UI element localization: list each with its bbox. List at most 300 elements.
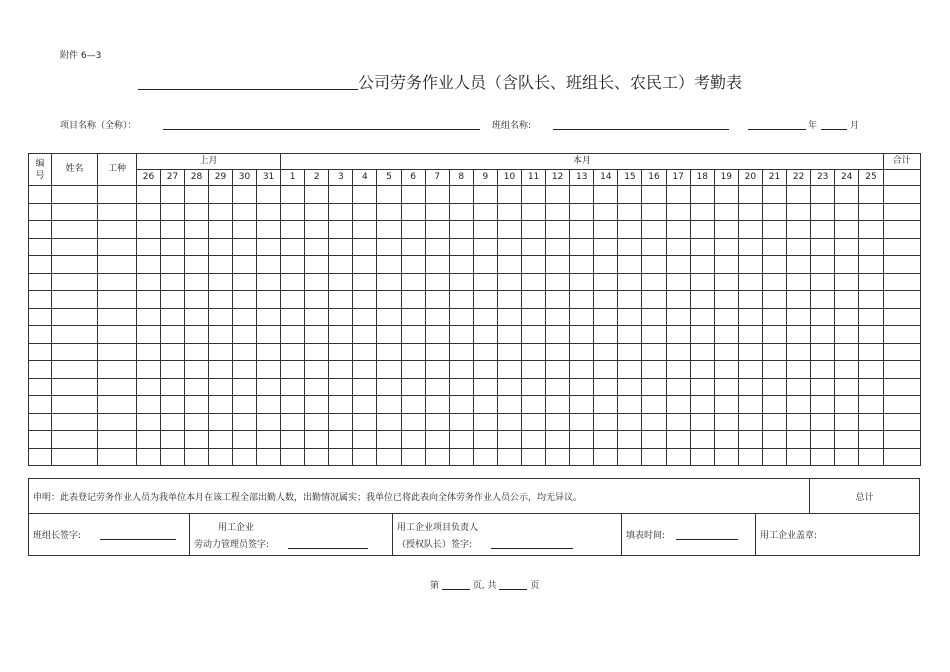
attendance-cell[interactable] xyxy=(329,448,353,466)
labor-admin-sign-cell[interactable] xyxy=(190,514,393,556)
attendance-cell[interactable] xyxy=(811,256,835,274)
attendance-cell[interactable] xyxy=(29,448,52,466)
attendance-cell[interactable] xyxy=(859,431,883,449)
project-manager-sign-cell[interactable] xyxy=(393,514,622,556)
attendance-cell[interactable] xyxy=(497,431,521,449)
attendance-cell[interactable] xyxy=(209,431,233,449)
attendance-cell[interactable] xyxy=(546,431,570,449)
attendance-cell[interactable] xyxy=(209,291,233,309)
attendance-cell[interactable] xyxy=(811,186,835,204)
attendance-cell[interactable] xyxy=(594,291,618,309)
attendance-cell[interactable] xyxy=(29,186,52,204)
attendance-cell[interactable] xyxy=(449,413,473,431)
attendance-cell[interactable] xyxy=(642,413,666,431)
attendance-cell[interactable] xyxy=(618,308,642,326)
attendance-cell[interactable] xyxy=(233,238,257,256)
attendance-cell[interactable] xyxy=(185,361,209,379)
attendance-cell[interactable] xyxy=(762,308,786,326)
attendance-cell[interactable] xyxy=(546,326,570,344)
attendance-cell[interactable] xyxy=(209,396,233,414)
attendance-cell[interactable] xyxy=(570,291,594,309)
attendance-cell[interactable] xyxy=(497,203,521,221)
attendance-cell[interactable] xyxy=(377,221,401,239)
attendance-cell[interactable] xyxy=(738,203,762,221)
attendance-cell[interactable] xyxy=(161,431,185,449)
attendance-cell[interactable] xyxy=(594,273,618,291)
attendance-cell[interactable] xyxy=(594,361,618,379)
attendance-cell[interactable] xyxy=(642,326,666,344)
attendance-cell[interactable] xyxy=(137,326,161,344)
attendance-cell[interactable] xyxy=(257,186,281,204)
attendance-cell[interactable] xyxy=(835,221,859,239)
attendance-cell[interactable] xyxy=(570,273,594,291)
attendance-cell[interactable] xyxy=(281,361,305,379)
attendance-cell[interactable] xyxy=(353,238,377,256)
attendance-cell[interactable] xyxy=(787,378,811,396)
attendance-cell[interactable] xyxy=(618,431,642,449)
attendance-cell[interactable] xyxy=(883,256,920,274)
attendance-cell[interactable] xyxy=(473,273,497,291)
attendance-cell[interactable] xyxy=(305,343,329,361)
attendance-cell[interactable] xyxy=(377,308,401,326)
attendance-cell[interactable] xyxy=(859,413,883,431)
attendance-cell[interactable] xyxy=(233,291,257,309)
attendance-cell[interactable] xyxy=(859,378,883,396)
attendance-cell[interactable] xyxy=(714,273,738,291)
attendance-cell[interactable] xyxy=(570,448,594,466)
attendance-cell[interactable] xyxy=(859,448,883,466)
attendance-cell[interactable] xyxy=(714,431,738,449)
attendance-cell[interactable] xyxy=(762,431,786,449)
attendance-cell[interactable] xyxy=(281,431,305,449)
attendance-cell[interactable] xyxy=(425,378,449,396)
attendance-cell[interactable] xyxy=(859,221,883,239)
attendance-cell[interactable] xyxy=(52,221,98,239)
attendance-cell[interactable] xyxy=(185,396,209,414)
attendance-cell[interactable] xyxy=(209,343,233,361)
attendance-cell[interactable] xyxy=(29,238,52,256)
attendance-cell[interactable] xyxy=(594,448,618,466)
attendance-cell[interactable] xyxy=(642,238,666,256)
team-leader-sign-cell[interactable] xyxy=(29,514,190,556)
attendance-cell[interactable] xyxy=(209,361,233,379)
attendance-cell[interactable] xyxy=(666,448,690,466)
attendance-cell[interactable] xyxy=(522,238,546,256)
attendance-cell[interactable] xyxy=(425,291,449,309)
attendance-cell[interactable] xyxy=(714,256,738,274)
attendance-cell[interactable] xyxy=(353,431,377,449)
attendance-cell[interactable] xyxy=(618,291,642,309)
attendance-cell[interactable] xyxy=(29,256,52,274)
attendance-cell[interactable] xyxy=(305,221,329,239)
attendance-cell[interactable] xyxy=(98,343,137,361)
attendance-cell[interactable] xyxy=(883,448,920,466)
attendance-cell[interactable] xyxy=(185,238,209,256)
attendance-cell[interactable] xyxy=(209,326,233,344)
attendance-cell[interactable] xyxy=(787,221,811,239)
attendance-cell[interactable] xyxy=(497,291,521,309)
attendance-cell[interactable] xyxy=(642,343,666,361)
attendance-cell[interactable] xyxy=(690,186,714,204)
attendance-cell[interactable] xyxy=(98,448,137,466)
attendance-cell[interactable] xyxy=(570,378,594,396)
attendance-cell[interactable] xyxy=(377,431,401,449)
attendance-cell[interactable] xyxy=(185,186,209,204)
attendance-cell[interactable] xyxy=(377,378,401,396)
attendance-cell[interactable] xyxy=(738,378,762,396)
attendance-cell[interactable] xyxy=(233,448,257,466)
attendance-cell[interactable] xyxy=(401,186,425,204)
attendance-cell[interactable] xyxy=(618,186,642,204)
attendance-cell[interactable] xyxy=(209,413,233,431)
attendance-cell[interactable] xyxy=(449,238,473,256)
attendance-cell[interactable] xyxy=(714,448,738,466)
attendance-cell[interactable] xyxy=(835,238,859,256)
attendance-cell[interactable] xyxy=(762,291,786,309)
attendance-cell[interactable] xyxy=(546,448,570,466)
attendance-cell[interactable] xyxy=(642,396,666,414)
attendance-cell[interactable] xyxy=(690,361,714,379)
attendance-cell[interactable] xyxy=(329,343,353,361)
attendance-cell[interactable] xyxy=(473,448,497,466)
attendance-cell[interactable] xyxy=(449,326,473,344)
attendance-cell[interactable] xyxy=(425,431,449,449)
attendance-cell[interactable] xyxy=(546,361,570,379)
attendance-cell[interactable] xyxy=(161,256,185,274)
attendance-cell[interactable] xyxy=(98,273,137,291)
attendance-cell[interactable] xyxy=(161,361,185,379)
attendance-cell[interactable] xyxy=(835,431,859,449)
attendance-cell[interactable] xyxy=(570,431,594,449)
attendance-cell[interactable] xyxy=(425,361,449,379)
attendance-cell[interactable] xyxy=(233,326,257,344)
attendance-cell[interactable] xyxy=(522,448,546,466)
attendance-cell[interactable] xyxy=(257,273,281,291)
attendance-cell[interactable] xyxy=(811,343,835,361)
attendance-cell[interactable] xyxy=(329,431,353,449)
attendance-cell[interactable] xyxy=(473,326,497,344)
attendance-cell[interactable] xyxy=(497,326,521,344)
attendance-cell[interactable] xyxy=(594,396,618,414)
attendance-cell[interactable] xyxy=(522,343,546,361)
attendance-cell[interactable] xyxy=(690,343,714,361)
attendance-cell[interactable] xyxy=(570,221,594,239)
attendance-cell[interactable] xyxy=(883,378,920,396)
attendance-cell[interactable] xyxy=(666,413,690,431)
attendance-cell[interactable] xyxy=(353,448,377,466)
attendance-cell[interactable] xyxy=(497,448,521,466)
attendance-cell[interactable] xyxy=(52,396,98,414)
attendance-cell[interactable] xyxy=(690,256,714,274)
attendance-cell[interactable] xyxy=(52,413,98,431)
attendance-cell[interactable] xyxy=(738,308,762,326)
attendance-cell[interactable] xyxy=(161,343,185,361)
attendance-cell[interactable] xyxy=(52,378,98,396)
attendance-cell[interactable] xyxy=(714,413,738,431)
attendance-cell[interactable] xyxy=(473,413,497,431)
attendance-cell[interactable] xyxy=(618,413,642,431)
attendance-cell[interactable] xyxy=(642,361,666,379)
attendance-cell[interactable] xyxy=(98,203,137,221)
page-number-field[interactable] xyxy=(442,580,470,590)
attendance-cell[interactable] xyxy=(401,378,425,396)
attendance-cell[interactable] xyxy=(546,343,570,361)
attendance-cell[interactable] xyxy=(473,343,497,361)
attendance-cell[interactable] xyxy=(570,256,594,274)
attendance-cell[interactable] xyxy=(29,326,52,344)
attendance-cell[interactable] xyxy=(401,413,425,431)
attendance-cell[interactable] xyxy=(329,291,353,309)
attendance-cell[interactable] xyxy=(137,448,161,466)
attendance-cell[interactable] xyxy=(257,308,281,326)
attendance-cell[interactable] xyxy=(449,361,473,379)
attendance-cell[interactable] xyxy=(738,291,762,309)
attendance-cell[interactable] xyxy=(787,326,811,344)
attendance-cell[interactable] xyxy=(738,343,762,361)
attendance-cell[interactable] xyxy=(642,308,666,326)
attendance-cell[interactable] xyxy=(835,291,859,309)
attendance-cell[interactable] xyxy=(738,396,762,414)
attendance-cell[interactable] xyxy=(714,238,738,256)
attendance-cell[interactable] xyxy=(98,256,137,274)
attendance-cell[interactable] xyxy=(137,256,161,274)
attendance-cell[interactable] xyxy=(449,431,473,449)
attendance-cell[interactable] xyxy=(353,326,377,344)
attendance-cell[interactable] xyxy=(666,308,690,326)
attendance-cell[interactable] xyxy=(787,203,811,221)
attendance-cell[interactable] xyxy=(546,203,570,221)
team-leader-sign-line[interactable] xyxy=(100,530,176,540)
attendance-cell[interactable] xyxy=(859,256,883,274)
attendance-cell[interactable] xyxy=(185,326,209,344)
attendance-cell[interactable] xyxy=(787,273,811,291)
attendance-cell[interactable] xyxy=(257,203,281,221)
attendance-cell[interactable] xyxy=(329,186,353,204)
attendance-cell[interactable] xyxy=(714,186,738,204)
attendance-cell[interactable] xyxy=(98,186,137,204)
attendance-cell[interactable] xyxy=(642,291,666,309)
attendance-cell[interactable] xyxy=(353,378,377,396)
attendance-cell[interactable] xyxy=(859,291,883,309)
attendance-cell[interactable] xyxy=(425,396,449,414)
attendance-cell[interactable] xyxy=(257,238,281,256)
attendance-cell[interactable] xyxy=(642,256,666,274)
attendance-cell[interactable] xyxy=(594,308,618,326)
attendance-cell[interactable] xyxy=(690,291,714,309)
page-total-field[interactable] xyxy=(499,580,527,590)
attendance-cell[interactable] xyxy=(29,343,52,361)
attendance-cell[interactable] xyxy=(52,238,98,256)
attendance-cell[interactable] xyxy=(522,221,546,239)
attendance-cell[interactable] xyxy=(690,308,714,326)
attendance-cell[interactable] xyxy=(811,361,835,379)
attendance-cell[interactable] xyxy=(401,256,425,274)
attendance-cell[interactable] xyxy=(594,221,618,239)
attendance-cell[interactable] xyxy=(353,343,377,361)
attendance-cell[interactable] xyxy=(281,186,305,204)
attendance-cell[interactable] xyxy=(546,256,570,274)
attendance-cell[interactable] xyxy=(835,448,859,466)
attendance-cell[interactable] xyxy=(401,203,425,221)
attendance-cell[interactable] xyxy=(666,431,690,449)
attendance-cell[interactable] xyxy=(883,343,920,361)
attendance-cell[interactable] xyxy=(690,378,714,396)
attendance-cell[interactable] xyxy=(473,203,497,221)
attendance-cell[interactable] xyxy=(859,203,883,221)
attendance-cell[interactable] xyxy=(281,238,305,256)
attendance-cell[interactable] xyxy=(98,238,137,256)
attendance-cell[interactable] xyxy=(137,221,161,239)
attendance-cell[interactable] xyxy=(570,308,594,326)
attendance-cell[interactable] xyxy=(329,361,353,379)
attendance-cell[interactable] xyxy=(353,221,377,239)
attendance-cell[interactable] xyxy=(497,361,521,379)
attendance-cell[interactable] xyxy=(738,273,762,291)
attendance-cell[interactable] xyxy=(497,273,521,291)
attendance-cell[interactable] xyxy=(570,361,594,379)
attendance-cell[interactable] xyxy=(522,256,546,274)
attendance-cell[interactable] xyxy=(690,238,714,256)
attendance-cell[interactable] xyxy=(281,256,305,274)
attendance-cell[interactable] xyxy=(690,448,714,466)
attendance-cell[interactable] xyxy=(811,203,835,221)
attendance-cell[interactable] xyxy=(570,238,594,256)
attendance-cell[interactable] xyxy=(642,203,666,221)
attendance-cell[interactable] xyxy=(377,413,401,431)
attendance-cell[interactable] xyxy=(811,238,835,256)
fill-time-cell[interactable] xyxy=(622,514,756,556)
attendance-cell[interactable] xyxy=(497,256,521,274)
attendance-cell[interactable] xyxy=(52,273,98,291)
attendance-cell[interactable] xyxy=(29,396,52,414)
attendance-cell[interactable] xyxy=(281,308,305,326)
attendance-cell[interactable] xyxy=(811,308,835,326)
attendance-cell[interactable] xyxy=(425,326,449,344)
attendance-cell[interactable] xyxy=(257,221,281,239)
attendance-cell[interactable] xyxy=(497,343,521,361)
attendance-cell[interactable] xyxy=(281,326,305,344)
attendance-cell[interactable] xyxy=(666,256,690,274)
attendance-cell[interactable] xyxy=(257,256,281,274)
attendance-cell[interactable] xyxy=(570,203,594,221)
attendance-cell[interactable] xyxy=(281,448,305,466)
attendance-cell[interactable] xyxy=(209,203,233,221)
labor-admin-sign-line[interactable] xyxy=(288,539,368,549)
attendance-cell[interactable] xyxy=(546,221,570,239)
attendance-cell[interactable] xyxy=(738,256,762,274)
attendance-cell[interactable] xyxy=(497,238,521,256)
attendance-cell[interactable] xyxy=(353,413,377,431)
attendance-cell[interactable] xyxy=(835,378,859,396)
attendance-cell[interactable] xyxy=(233,308,257,326)
attendance-cell[interactable] xyxy=(305,326,329,344)
attendance-cell[interactable] xyxy=(185,448,209,466)
attendance-cell[interactable] xyxy=(666,238,690,256)
attendance-cell[interactable] xyxy=(305,186,329,204)
attendance-cell[interactable] xyxy=(305,361,329,379)
attendance-cell[interactable] xyxy=(738,361,762,379)
attendance-cell[interactable] xyxy=(425,186,449,204)
attendance-cell[interactable] xyxy=(401,273,425,291)
attendance-cell[interactable] xyxy=(401,221,425,239)
attendance-cell[interactable] xyxy=(666,186,690,204)
attendance-cell[interactable] xyxy=(257,326,281,344)
attendance-cell[interactable] xyxy=(642,221,666,239)
attendance-cell[interactable] xyxy=(787,396,811,414)
attendance-cell[interactable] xyxy=(835,361,859,379)
attendance-cell[interactable] xyxy=(257,431,281,449)
attendance-cell[interactable] xyxy=(137,203,161,221)
attendance-cell[interactable] xyxy=(98,308,137,326)
attendance-cell[interactable] xyxy=(449,256,473,274)
attendance-cell[interactable] xyxy=(161,238,185,256)
attendance-cell[interactable] xyxy=(377,361,401,379)
attendance-cell[interactable] xyxy=(546,291,570,309)
attendance-cell[interactable] xyxy=(449,396,473,414)
attendance-cell[interactable] xyxy=(618,273,642,291)
attendance-cell[interactable] xyxy=(161,186,185,204)
attendance-cell[interactable] xyxy=(546,273,570,291)
attendance-cell[interactable] xyxy=(642,186,666,204)
attendance-cell[interactable] xyxy=(209,378,233,396)
attendance-cell[interactable] xyxy=(522,326,546,344)
attendance-cell[interactable] xyxy=(714,221,738,239)
attendance-cell[interactable] xyxy=(618,396,642,414)
attendance-cell[interactable] xyxy=(859,396,883,414)
attendance-cell[interactable] xyxy=(425,308,449,326)
attendance-cell[interactable] xyxy=(666,273,690,291)
attendance-cell[interactable] xyxy=(762,273,786,291)
attendance-cell[interactable] xyxy=(690,326,714,344)
attendance-cell[interactable] xyxy=(52,361,98,379)
attendance-cell[interactable] xyxy=(690,431,714,449)
attendance-cell[interactable] xyxy=(425,221,449,239)
attendance-cell[interactable] xyxy=(52,291,98,309)
attendance-cell[interactable] xyxy=(642,378,666,396)
attendance-cell[interactable] xyxy=(329,308,353,326)
attendance-cell[interactable] xyxy=(811,378,835,396)
attendance-cell[interactable] xyxy=(305,273,329,291)
attendance-cell[interactable] xyxy=(618,326,642,344)
attendance-cell[interactable] xyxy=(690,396,714,414)
attendance-cell[interactable] xyxy=(98,361,137,379)
attendance-cell[interactable] xyxy=(353,308,377,326)
attendance-cell[interactable] xyxy=(209,256,233,274)
attendance-cell[interactable] xyxy=(522,291,546,309)
attendance-cell[interactable] xyxy=(137,396,161,414)
attendance-cell[interactable] xyxy=(497,186,521,204)
attendance-cell[interactable] xyxy=(185,273,209,291)
attendance-cell[interactable] xyxy=(642,448,666,466)
attendance-cell[interactable] xyxy=(594,256,618,274)
attendance-cell[interactable] xyxy=(305,238,329,256)
attendance-cell[interactable] xyxy=(835,186,859,204)
attendance-cell[interactable] xyxy=(594,378,618,396)
attendance-cell[interactable] xyxy=(473,361,497,379)
attendance-cell[interactable] xyxy=(377,448,401,466)
attendance-cell[interactable] xyxy=(98,378,137,396)
project-name-field[interactable] xyxy=(163,129,480,130)
attendance-cell[interactable] xyxy=(762,396,786,414)
attendance-cell[interactable] xyxy=(209,448,233,466)
attendance-cell[interactable] xyxy=(377,203,401,221)
attendance-cell[interactable] xyxy=(29,203,52,221)
attendance-cell[interactable] xyxy=(161,396,185,414)
attendance-cell[interactable] xyxy=(738,431,762,449)
attendance-cell[interactable] xyxy=(690,273,714,291)
attendance-cell[interactable] xyxy=(594,186,618,204)
attendance-cell[interactable] xyxy=(401,431,425,449)
